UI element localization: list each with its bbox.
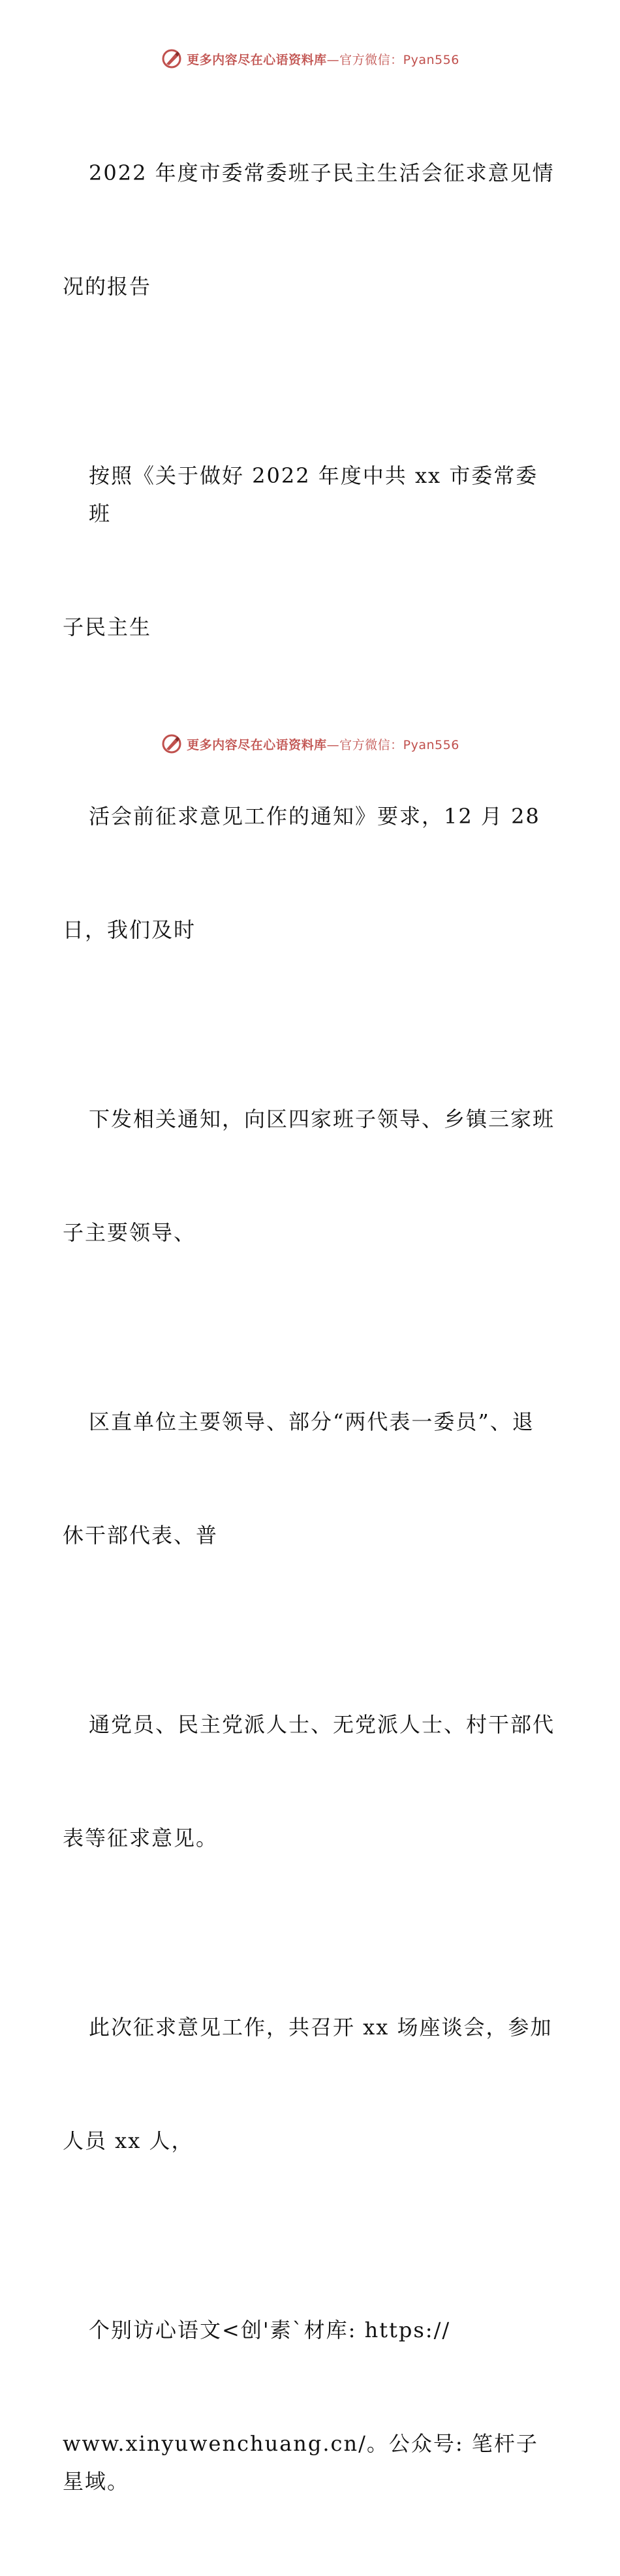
document-body xyxy=(63,78,559,2576)
paragraph-line: www.xinyuwenchuang.cn/。公众号: 笔杆子星域。 xyxy=(63,2431,538,2494)
paragraph-line: 下发相关通知，向区四家班子领导、乡镇三家班 xyxy=(89,1107,555,1131)
paragraph xyxy=(63,1933,559,2235)
header-watermark xyxy=(0,46,620,72)
footer-watermark xyxy=(0,731,620,757)
watermark-contact: 官方微信：Pyan556 xyxy=(339,52,459,67)
paragraph-line: 休干部代表、普 xyxy=(63,1523,219,1548)
pen-logo-icon xyxy=(161,48,183,70)
paragraph-line: 日，我们及时 xyxy=(63,917,196,942)
paragraph-line: 通党员、民主党派人士、无党派人士、村干部代 xyxy=(89,1712,555,1737)
paragraph-line: 人员 xx 人， xyxy=(63,2128,194,2153)
watermark-text xyxy=(187,50,459,68)
paragraph xyxy=(63,722,559,1024)
watermark-text xyxy=(187,735,459,753)
paragraph xyxy=(63,381,559,722)
paragraph-source xyxy=(63,2235,559,2576)
paragraph xyxy=(63,1327,559,1630)
paragraph-line: 2022 年度市委常委班子民主生活会征求意见情 xyxy=(89,161,555,185)
paragraph-line: 按照《关于做好 2022 年度中共 xx 市委常委班 xyxy=(89,463,538,526)
paragraph-line: 个别访心语文<创'素`材库: https:// xyxy=(89,2318,451,2342)
paragraph xyxy=(63,1024,559,1327)
watermark-main: 更多内容尽在心语资料库 xyxy=(187,737,327,752)
paragraph-line: 子民主生 xyxy=(63,615,152,639)
paragraph-line: 表等征求意见。 xyxy=(63,1826,219,1850)
paragraph-line: 况的报告 xyxy=(63,274,152,299)
paragraph-title xyxy=(63,78,559,381)
watermark-contact: 官方微信：Pyan556 xyxy=(339,737,459,752)
watermark-dash: — xyxy=(326,737,340,752)
watermark-dash: — xyxy=(326,52,340,67)
paragraph-line: 此次征求意见工作，共召开 xx 场座谈会，参加 xyxy=(89,2015,553,2040)
paragraph-line: 活会前征求意见工作的通知》要求，12 月 28 xyxy=(89,804,540,829)
pen-logo-icon xyxy=(161,733,183,755)
watermark-main: 更多内容尽在心语资料库 xyxy=(187,52,327,67)
paragraph-line: 子主要领导、 xyxy=(63,1220,196,1245)
paragraph-line: 区直单位主要领导、部分“两代表一委员”、退 xyxy=(89,1409,535,1434)
paragraph xyxy=(63,1630,559,1933)
